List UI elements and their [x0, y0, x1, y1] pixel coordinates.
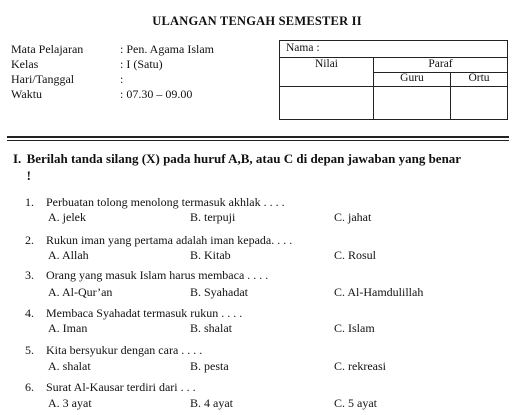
option-a: A. 3 ayat — [48, 396, 92, 410]
divider — [280, 86, 507, 87]
section-number: I. — [13, 151, 22, 166]
field-label-date: Hari/Tanggal — [11, 72, 75, 86]
option-b: B. terpuji — [190, 210, 236, 224]
nilai-header: Nilai — [315, 58, 338, 70]
option-c: C. Al-Hamdulillah — [334, 285, 424, 299]
question-number: 4. — [25, 306, 34, 320]
question-number: 3. — [25, 268, 34, 282]
option-a: A. jelek — [48, 210, 86, 224]
field-label-class: Kelas — [11, 57, 39, 71]
option-b: B. Syahadat — [190, 285, 248, 299]
option-a: A. Iman — [48, 321, 88, 335]
field-value-date: : — [120, 72, 124, 86]
ortu-header: Ortu — [468, 72, 490, 84]
field-label-time: Waktu — [11, 87, 43, 101]
guru-header: Guru — [400, 72, 424, 84]
score-box — [279, 40, 508, 120]
field-label-subject: Mata Pelajaran — [11, 42, 84, 56]
field-value-time: : 07.30 – 09.00 — [120, 87, 193, 101]
option-c: C. Rosul — [334, 248, 377, 262]
question-number: 2. — [25, 233, 34, 247]
question-text: Rukun iman yang pertama adalah iman kepada. . . . — [46, 233, 293, 247]
question-text: Surat Al-Kausar terdiri dari . . . — [46, 380, 196, 394]
option-a: A. shalat — [48, 359, 91, 373]
question-text: Perbuatan tolong menolong termasuk akhlak . . . . — [46, 195, 285, 209]
page-title: ULANGAN TENGAH SEMESTER II — [152, 14, 362, 28]
option-c: C. Islam — [334, 321, 375, 335]
separator-rule — [7, 140, 509, 141]
question-number: 5. — [25, 343, 34, 357]
option-a: A. Al-Qur’an — [48, 285, 113, 299]
option-c: C. jahat — [334, 210, 372, 224]
instruction-text: Berilah tanda silang (X) pada huruf A,B, atau C di depan jawaban yang benar ! — [26, 151, 461, 183]
section-instruction — [13, 150, 493, 184]
question-text: Membaca Syahadat termasuk rukun . . . . — [46, 306, 243, 320]
option-c: C. rekreasi — [334, 359, 386, 373]
question-number: 6. — [25, 380, 34, 394]
field-value-class: : I (Satu) — [120, 57, 163, 71]
field-value-subject: : Pen. Agama Islam — [120, 42, 214, 56]
name-label: Nama : — [286, 42, 320, 54]
separator-rule — [7, 136, 509, 138]
option-a: A. Allah — [48, 248, 89, 262]
option-c: C. 5 ayat — [334, 396, 377, 410]
question-text: Orang yang masuk Islam harus membaca . . . . — [46, 268, 269, 282]
paraf-header: Paraf — [428, 58, 453, 70]
option-b: B. pesta — [190, 359, 229, 373]
question-number: 1. — [25, 195, 34, 209]
question-text: Kita bersyukur dengan cara . . . . — [46, 343, 203, 357]
option-b: B. 4 ayat — [190, 396, 233, 410]
option-b: B. Kitab — [190, 248, 231, 262]
option-b: B. shalat — [190, 321, 232, 335]
